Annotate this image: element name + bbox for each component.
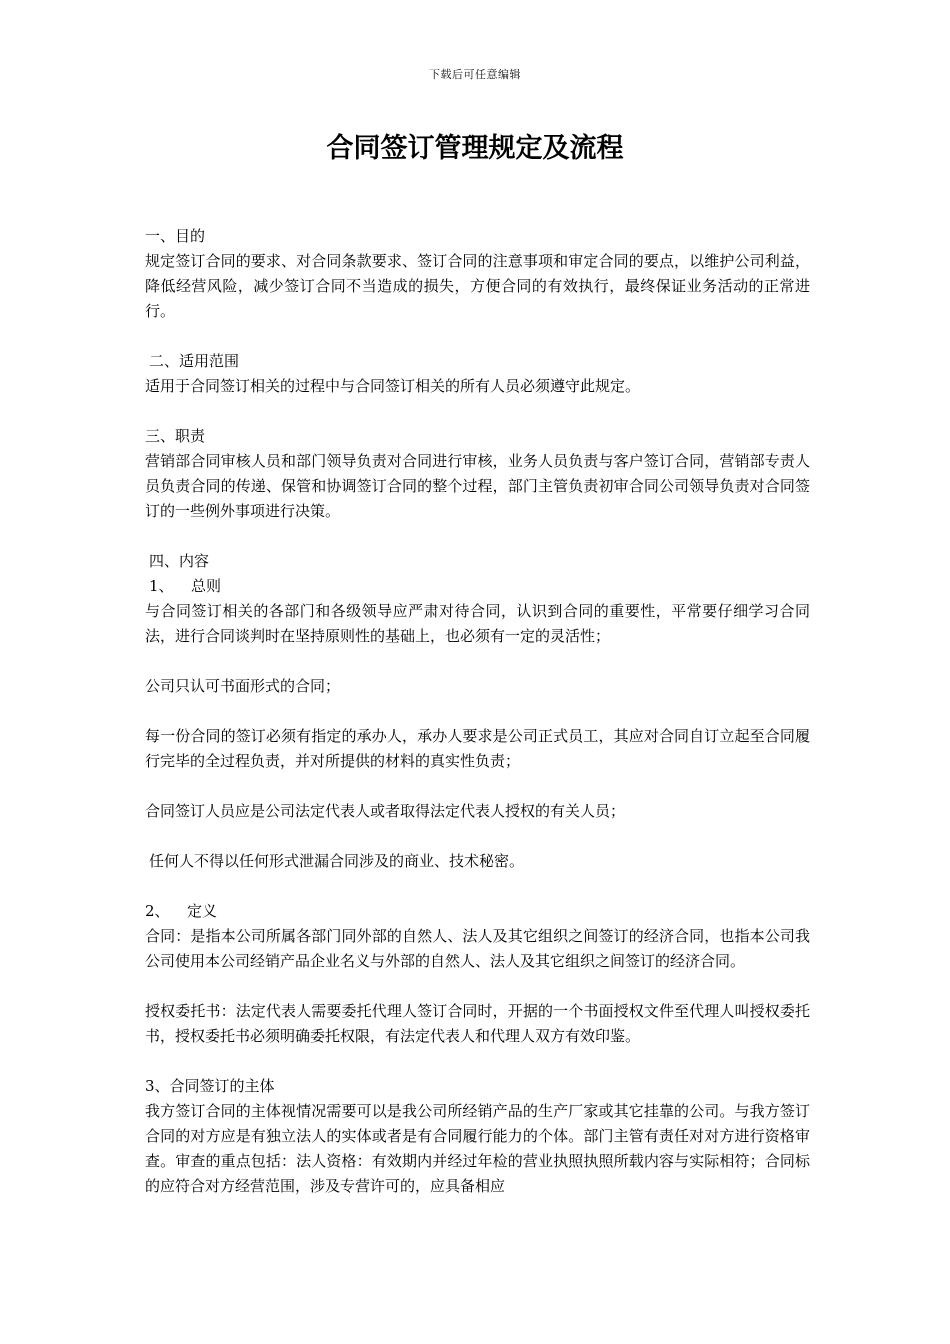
section-text-purpose: 规定签订合同的要求、对合同条款要求、签订合同的注意事项和审定合同的要点，以维护公司利益，降低经营风险，减少签订合同不当造成的损失，方便合同的有效执行，最终保证业务活动的正常进行。 bbox=[145, 252, 810, 320]
subsection-label: 总则 bbox=[191, 577, 222, 595]
general-paragraph-2: 公司只认可书面形式的合同； bbox=[145, 677, 341, 695]
section-heading-content: 四、内容 bbox=[149, 552, 210, 570]
subsection-subject-heading: 3、合同签订的主体 bbox=[145, 1077, 275, 1095]
subsection-definitions bbox=[145, 899, 810, 924]
general-paragraph-5: 任何人不得以任何形式泄漏合同涉及的商业、技术秘密。 bbox=[149, 852, 525, 870]
subsection-label: 定义 bbox=[187, 902, 218, 920]
subsection-number: 2、 bbox=[145, 902, 170, 920]
subsection-number: 1、 bbox=[149, 577, 174, 595]
document-body bbox=[145, 224, 810, 1199]
document-title: 合同签订管理规定及流程 bbox=[326, 133, 624, 164]
section-text-scope: 适用于合同签订相关的过程中与合同签订相关的所有人员必须遵守此规定。 bbox=[145, 377, 641, 395]
definitions-paragraph-2: 授权委托书：法定代表人需要委托代理人签订合同时，开据的一个书面授权文件至代理人叫授权委托书，授权委托书必须明确委托权限，有法定代表人和代理人双方有效印鉴。 bbox=[145, 1002, 810, 1045]
definitions-paragraph-1: 合同：是指本公司所属各部门同外部的自然人、法人及其它组织之间签订的经济合同，也指本公司我公司使用本公司经销产品企业名义与外部的自然人、法人及其它组织之间签订的经济合同。 bbox=[145, 927, 810, 970]
header-note: 下载后可任意编辑 bbox=[429, 68, 521, 81]
section-heading-purpose: 一、目的 bbox=[145, 227, 206, 245]
general-paragraph-3: 每一份合同的签订必须有指定的承办人，承办人要求是公司正式员工，其应对合同自订立起至合同履行完毕的全过程负责，并对所提供的材料的真实性负责； bbox=[145, 727, 810, 770]
section-heading-duties: 三、职责 bbox=[145, 427, 206, 445]
subsection-general bbox=[145, 574, 810, 599]
section-text-duties: 营销部合同审核人员和部门领导负责对合同进行审核，业务人员负责与客户签订合同，营销部专责人员负责合同的传递、保管和协调签订合同的整个过程，部门主管负责初审合同公司领导负责对合同签订的一些例外事项进行决策。 bbox=[145, 452, 810, 520]
general-paragraph-1: 与合同签订相关的各部门和各级领导应严肃对待合同，认识到合同的重要性，平常要仔细学习合同法，进行合同谈判时在坚持原则性的基础上，也必须有一定的灵活性； bbox=[145, 602, 810, 645]
general-paragraph-4: 合同签订人员应是公司法定代表人或者取得法定代表人授权的有关人员； bbox=[145, 802, 626, 820]
section-heading-scope: 二、适用范围 bbox=[149, 352, 240, 370]
subject-paragraph-1: 我方签订合同的主体视情况需要可以是我公司所经销产品的生产厂家或其它挂靠的公司。与我方签订合同的对方应是有独立法人的实体或者是有合同履行能力的个体。部门主管有责任对对方进行资格审查。审查的重点包括：法人资格：有效期内并经过年检的营业执照执照所载内容与实际相符；合同标的应符合对方经营范围，涉及专营许可的，应具备相应 bbox=[145, 1102, 810, 1195]
